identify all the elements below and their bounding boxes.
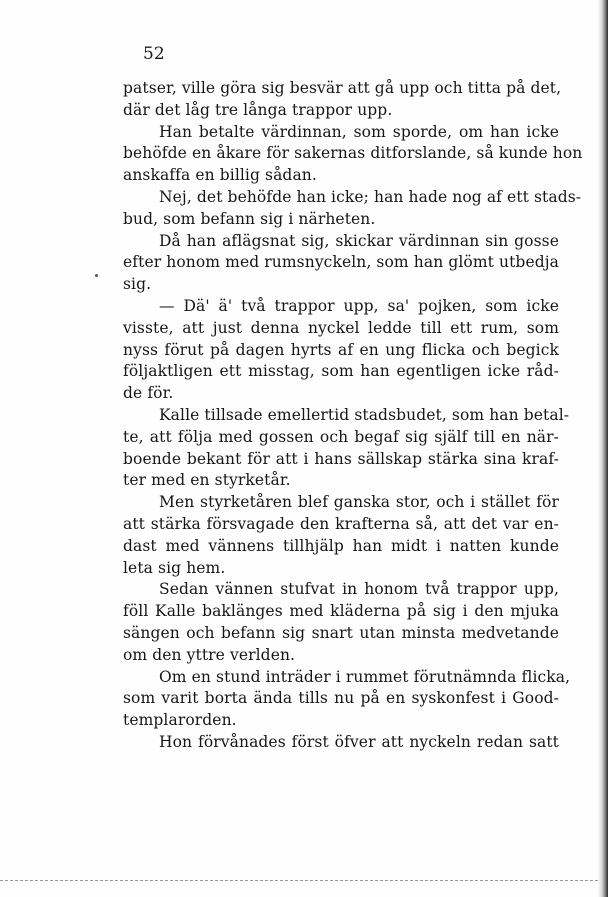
text-line: efter honom med rumsnyckeln, som han glömt utbedja — [123, 253, 559, 272]
text-line: templarorden. — [123, 711, 237, 730]
text-line: föll Kalle baklänges med kläderna på sig i den mjuka — [123, 602, 559, 621]
text-line: leta sig hem. — [123, 558, 226, 577]
text-line: nyss förut på dagen hyrts af en ung flicka och begick — [123, 340, 559, 359]
text-line: sig. — [123, 275, 152, 294]
text-line: Sedan vännen stufvat in honom två trappor upp, — [159, 580, 559, 599]
text-line: behöfde en åkare för sakernas ditforslande, så kunde hon — [123, 144, 583, 163]
text-line: sängen och befann sig snart utan minsta medvetande — [123, 623, 559, 642]
text-line: de för. — [123, 384, 174, 403]
text-line: bud, som befann sig i närheten. — [123, 209, 376, 228]
text-line: visste, att just denna nyckel ledde till ett rum, som — [123, 318, 559, 337]
text-line: anskaffa en billig sådan. — [123, 166, 317, 185]
text-line: att stärka försvagade den krafterna så, att det var en- — [123, 514, 559, 533]
text-line: Nej, det behöfde han icke; han hade nog af ett stads- — [159, 187, 582, 206]
scan-bottom-edge — [0, 880, 598, 881]
text-line: Han betalte värdinnan, som sporde, om han icke — [159, 122, 559, 141]
text-line: patser, ville göra sig besvär att gå upp och titta på det, — [123, 79, 562, 97]
margin-speck — [95, 274, 98, 277]
scan-right-edge — [598, 0, 608, 897]
text-line: Om en stund inträder i rummet förutnämnda flicka, — [159, 667, 571, 686]
text-line: boende bekant för att i hans sällskap stärka sina kraf- — [123, 449, 559, 468]
text-line: — Dä' ä' två trappor upp, sa' pojken, som icke — [159, 296, 559, 315]
page-number: 52 — [143, 44, 165, 64]
text-line: Hon förvånades först öfver att nyckeln redan satt — [159, 732, 559, 751]
text-line: där det låg tre långa trappor upp. — [123, 100, 393, 119]
text-line: dast med vännens tillhjälp han midt i natten kunde — [123, 536, 559, 555]
body-text — [123, 78, 583, 754]
text-line: ter med en styrketår. — [123, 471, 291, 490]
text-line: Då han aflägsnat sig, skickar värdinnan sin gosse — [159, 231, 559, 250]
text-line: Men styrketåren blef ganska stor, och i stället för — [159, 493, 559, 512]
text-line: följaktligen ett misstag, som han egentligen icke råd- — [123, 362, 559, 381]
text-line: om den yttre verlden. — [123, 645, 296, 664]
text-line: som varit borta ända tills nu på en syskonfest i Good- — [123, 689, 559, 708]
text-line: te, att följa med gossen och begaf sig själf till en när- — [123, 427, 559, 446]
text-line: Kalle tillsade emellertid stadsbudet, som han betal- — [159, 405, 570, 424]
